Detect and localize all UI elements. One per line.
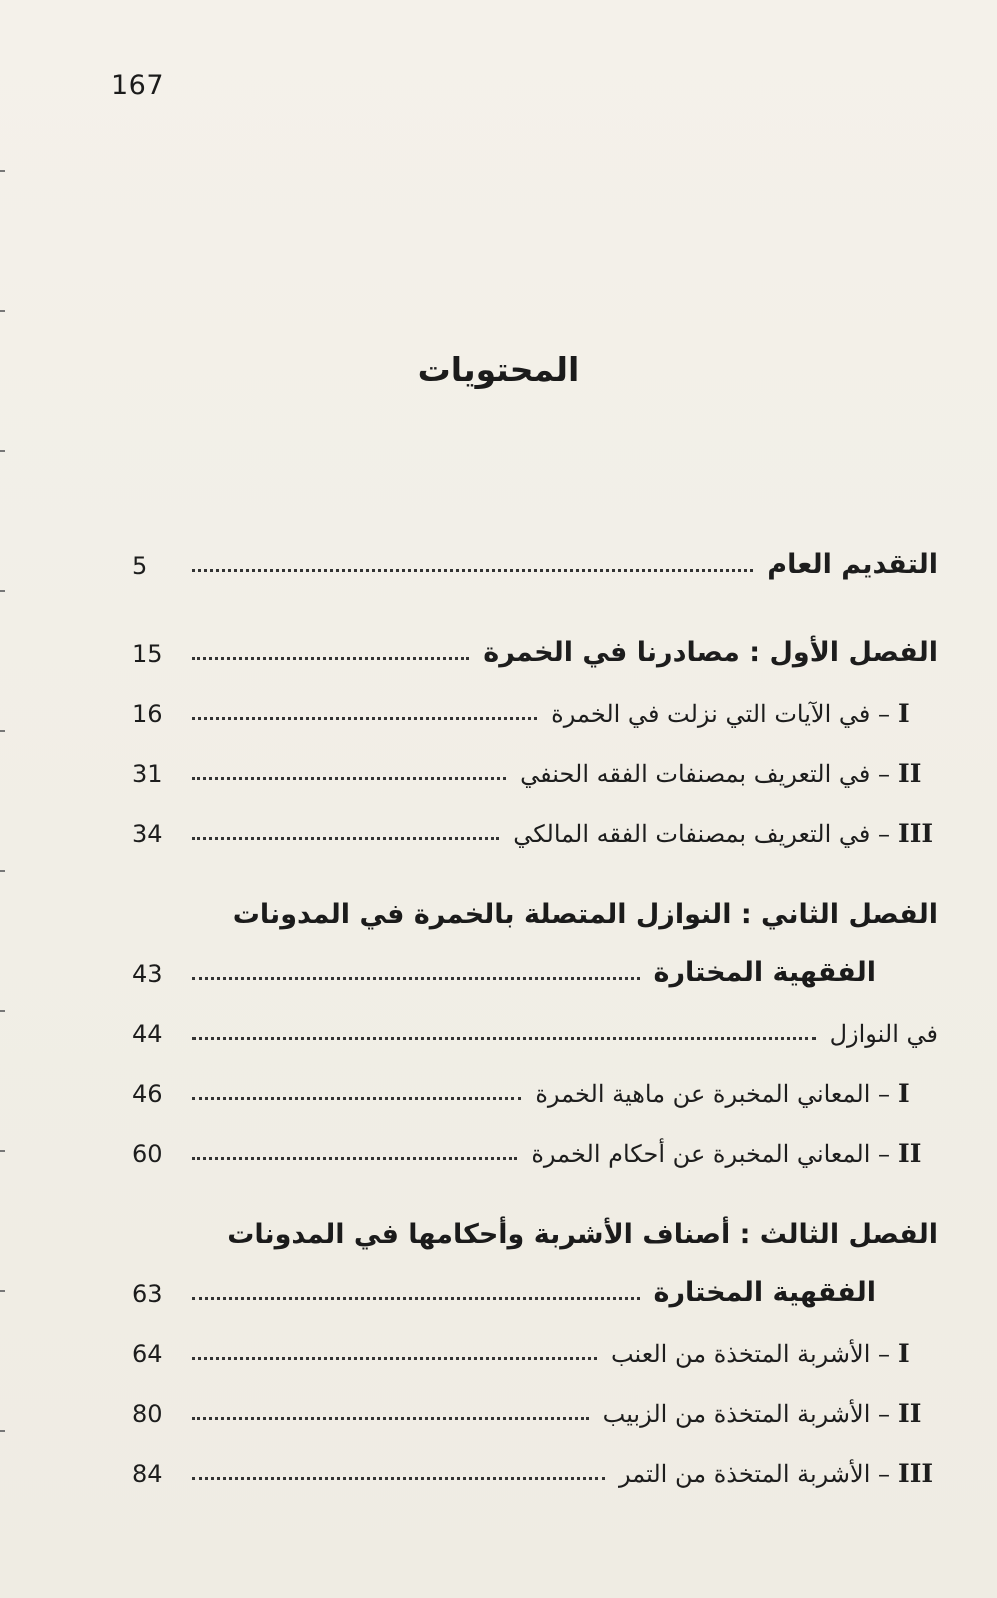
toc-entry-label: – في التعريف بمصنفات الفقه الحنفي [520, 760, 890, 788]
toc-entry-label: في النوازل [829, 1020, 938, 1048]
dot-leader [192, 837, 499, 840]
dot-leader [192, 1357, 597, 1360]
section-number: III [898, 1459, 934, 1488]
section-number: II [898, 759, 922, 788]
toc-entry-label: التقديم العام [767, 549, 938, 580]
dot-leader [192, 1097, 521, 1100]
toc-entry-label: الفصل الأول : مصادرنا في الخمرة [483, 637, 938, 668]
toc-entry-label: – في الآيات التي نزلت في الخمرة [551, 700, 890, 728]
toc-entry-label: الفقهية المختارة [653, 1277, 876, 1308]
section-number: I [898, 699, 910, 728]
toc-entry-chapter-1-section-3[interactable] [132, 788, 938, 848]
dot-leader [192, 717, 537, 720]
toc-entry-chapter-2-heading[interactable] [132, 876, 938, 930]
toc-entry-page: 34 [132, 820, 163, 848]
toc-entry-chapter-3-heading[interactable] [132, 1196, 938, 1250]
toc-entry-page: 63 [132, 1280, 163, 1308]
dot-leader [192, 1037, 816, 1040]
page-title: المحتويات [417, 350, 580, 389]
dot-leader [192, 977, 640, 980]
toc-entry-label: – المعاني المخبرة عن ماهية الخمرة [535, 1080, 890, 1108]
toc-entry-page: 80 [132, 1400, 163, 1428]
section-number: II [898, 1399, 922, 1428]
toc-entry-label: الفصل الثاني : النوازل المتصلة بالخمرة في المدونات [232, 899, 938, 930]
section-number: II [898, 1139, 922, 1168]
toc-entry-label: – المعاني المخبرة عن أحكام الخمرة [531, 1140, 890, 1168]
toc-entry-chapter-2-continued[interactable] [132, 930, 938, 988]
toc-entry-chapter-1-section-1[interactable] [132, 668, 938, 728]
toc-entry-page: 15 [132, 640, 163, 668]
toc-entry-label: – الأشربة المتخذة من الزبيب [602, 1400, 890, 1428]
toc-entry-label: الفصل الثالث : أصناف الأشربة وأحكامها في المدونات [227, 1219, 938, 1250]
section-number: I [898, 1339, 910, 1368]
toc-entry-chapter-2-section-2[interactable] [132, 1108, 938, 1168]
toc-entry-page: 5 [132, 552, 148, 580]
toc-entry-chapter-3-section-2[interactable] [132, 1368, 938, 1428]
dot-leader [192, 1297, 640, 1300]
toc-entry-label: – الأشربة المتخذة من التمر [619, 1460, 890, 1488]
page-number: 167 [111, 70, 165, 101]
section-number: I [898, 1079, 910, 1108]
toc-entry-page: 60 [132, 1140, 163, 1168]
toc-entry-chapter-2-section-1[interactable] [132, 1048, 938, 1108]
dot-leader [192, 1157, 517, 1160]
table-of-contents [132, 520, 938, 1488]
toc-entry-nawazil[interactable] [132, 988, 938, 1048]
toc-entry-chapter-1-section-2[interactable] [132, 728, 938, 788]
dot-leader [192, 569, 753, 572]
toc-entry-label: – في التعريف بمصنفات الفقه المالكي [513, 820, 890, 848]
toc-entry-page: 64 [132, 1340, 163, 1368]
dot-leader [192, 1477, 605, 1480]
dot-leader [192, 777, 506, 780]
toc-entry-chapter-3-continued[interactable] [132, 1250, 938, 1308]
toc-entry-page: 84 [132, 1460, 163, 1488]
dot-leader [192, 657, 469, 660]
toc-entry-page: 31 [132, 760, 163, 788]
section-number: III [898, 819, 934, 848]
toc-entry-chapter-1[interactable] [132, 608, 938, 668]
toc-entry-page: 46 [132, 1080, 163, 1108]
toc-entry-intro[interactable] [132, 520, 938, 580]
dot-leader [192, 1417, 589, 1420]
toc-entry-page: 44 [132, 1020, 163, 1048]
toc-entry-page: 16 [132, 700, 163, 728]
toc-entry-chapter-3-section-1[interactable] [132, 1308, 938, 1368]
toc-entry-chapter-3-section-3[interactable] [132, 1428, 938, 1488]
toc-entry-page: 43 [132, 960, 163, 988]
toc-entry-label: الفقهية المختارة [653, 957, 876, 988]
toc-entry-label: – الأشربة المتخذة من العنب [610, 1340, 890, 1368]
page-edge-marks [0, 0, 10, 1598]
